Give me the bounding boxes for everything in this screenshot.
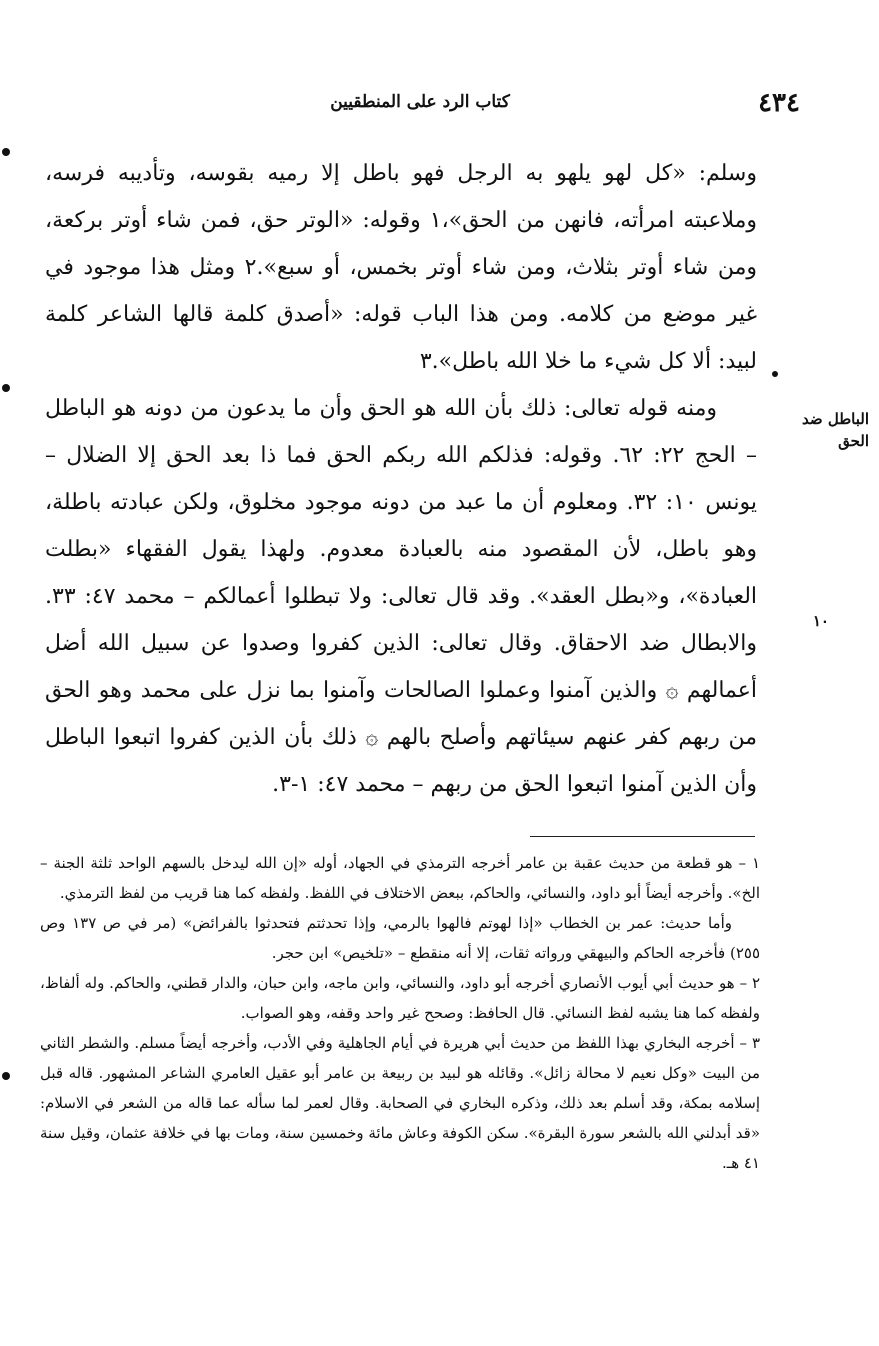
page-number: ٤٣٤ xyxy=(758,88,800,118)
footnotes xyxy=(40,848,760,1178)
margin-note-line: الحق xyxy=(838,432,869,450)
paragraph: ومنه قوله تعالى: ذلك بأن الله هو الحق وأن ما يدعون من دونه هو الباطل – الحج ٢٢: ٦٢. وقوله: فذلكم الله ربكم الحق فما ذا بعد الحق إلا الضلال – يونس ١٠: ٣٢. ومعلوم أن ما عبد من دونه موجود مخلوق، ولكن عبادته باطلة، وهو باطل، لأن المقصود منه بالعبادة معدوم. ولهذا يقول الفقهاء «بطلت العبادة»، و«بطل العقد». وقد قال تعالى: ولا تبطلوا أعمالكم – محمد ٤٧: ٣٣. والابطال ضد الاحقاق. وقال تعالى: الذين كفروا وصدوا عن سبيل الله أضل أعمالهم ۞ والذين آمنوا وعملوا الصالحات وآمنوا بما نزل على محمد وهو الحق من ربهم كفر عنهم سيئاتهم وأصلح بالهم ۞ ذلك بأن الذين كفروا اتبعوا الباطل وأن الذين آمنوا اتبعوا الحق من ربهم – محمد ٤٧: ١-٣. xyxy=(45,396,758,797)
margin-note-line: الباطل ضد xyxy=(802,410,869,428)
page-header xyxy=(40,82,800,122)
paragraph: وسلم: «كل لهو يلهو به الرجل فهو باطل إلا رميه بقوسه، وتأديبه فرسه، وملاعبته امرأته، فانهن من الحق»،١ وقوله: «الوتر حق، فمن شاء أوتر بركعة، ومن شاء أوتر بثلاث، ومن شاء أوتر بخمس، أو سبع».٢ ومثل هذا موجود في غير موضع من كلامه. ومن هذا الباب قوله: «أصدق كلمة قالها الشاعر كلمة لبيد: ألا كل شيء ما خلا الله باطل».٣ xyxy=(45,161,757,374)
footnote: ١ – هو قطعة من حديث عقبة بن عامر أخرجه الترمذي في الجهاد، أوله «إن الله ليدخل بالسهم الواحد ثلثة الجنة – الخ». وأخرجه أيضاً أبو داود، والنسائي، والحاكم، ببعض الاختلاف في اللفظ. ولفظه كما هنا قريب من لفظ الترمذي. xyxy=(40,854,760,902)
margin-note xyxy=(799,408,869,452)
footnote-separator xyxy=(530,836,755,837)
footnote: وأما حديث: عمر بن الخطاب «إذا لهوتم فالهوا بالرمي، وإذا تحدثتم فتحدثوا بالفرائض» (مر في ص ١٣٧ وص ٢٥٥) فأخرجه الحاكم والبيهقي ورواته ثقات، إلا أنه منقطع – «تلخيص» ابن حجر. xyxy=(40,914,760,962)
main-text xyxy=(45,150,757,808)
footnote: ٢ – هو حديث أبي أيوب الأنصاري أخرجه أبو داود، والنسائي، وابن ماجه، وابن حبان، والدار قطني، والحاكم. وله ألفاظ، ولفظه كما هنا يشبه لفظ النسائي. قال الحافظ: وصحح غير واحد وقفه، وهو الصواب. xyxy=(40,974,760,1022)
footnote: ٣ – أخرجه البخاري بهذا اللفظ من حديث أبي هريرة في أيام الجاهلية وفي الأدب، وأخرجه أيضاً مسلم. والشطر الثاني من البيت «وكل نعيم لا محالة زائل». وقائله هو لبيد بن ربيعة بن عامر أبو عقيل العامري الشاعر المشهور. قاله قبل إسلامه بمكة، وقد أسلم بعد ذلك، وذكره البخاري في الصحابة. وقال لعمر لما سأله عما قاله من الشعر في الاسلام: «قد أبدلني الله بالشعر سورة البقرة». سكن الكوفة وعاش مائة وخمسين سنة، ومات بها في خلافة عثمان، وقيل سنة ٤١ هـ. xyxy=(40,1034,760,1172)
edge-mark xyxy=(2,148,10,156)
line-number: ١٠ xyxy=(812,612,829,630)
edge-mark xyxy=(2,1072,10,1080)
edge-mark xyxy=(2,384,10,392)
margin-dot xyxy=(772,371,778,377)
running-title: كتاب الرد على المنطقيين xyxy=(330,92,510,112)
